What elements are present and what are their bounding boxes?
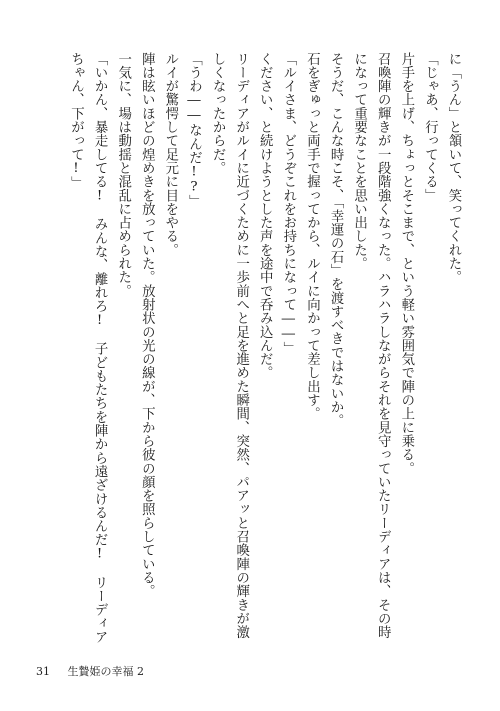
- text-line: 一気に、場は動揺と混乱に占められた。: [115, 52, 131, 298]
- text-line: ルイが驚愕して足元に目をやる。: [162, 52, 178, 257]
- text-line: 「ルイさま、どうぞこれをお持ちになって――」: [280, 52, 296, 356]
- text-line: 石をぎゅっと両手で握ってから、ルイに向かって差し出す。: [304, 52, 320, 421]
- text-line: リーディアがルイに近づくために一歩前へと足を進めた瞬間、突然、パアッと召喚陣の輝きが激: [233, 52, 249, 639]
- text-line: ちゃん、下がって!」: [68, 52, 84, 191]
- page-number: 31: [36, 665, 50, 678]
- page-footer: [36, 663, 144, 679]
- text-line: 「うわ――なんだ!?」: [186, 52, 202, 209]
- text-line: しくなったからだ。: [210, 52, 226, 175]
- text-line: 「いかん、暴走してる! みんな、離れろ! 子どもたちを陣から遠ざけるんだ! リーディア: [92, 52, 108, 644]
- text-line: 陣は眩いほどの煌めきを放っていた。放射状の光の線が、下から彼の顔を照らしている。: [139, 52, 155, 598]
- text-line: に「うん」と頷いて、笑ってくれた。: [446, 52, 461, 285]
- running-title: 生贄姫の幸福 2: [67, 665, 144, 678]
- text-line: 「じゃあ、行ってくる」: [422, 52, 438, 203]
- text-line: ください、と続けようとした声を途中で呑み込んだ。: [257, 52, 273, 380]
- text-line: そうだ、こんな時こそ、「幸運の石」を渡すべきではないか。: [328, 52, 344, 428]
- text-line: 片手を上げ、ちょっとそこまで、という軽い雰囲気で陣の上に乗る。: [398, 52, 414, 476]
- text-line: 召喚陣の輝きが一段階強くなった。ハラハラしながらそれを見守っていたリーディアは、その時: [375, 52, 391, 639]
- vertical-text-body: [32, 52, 465, 644]
- text-line: になって重要なことを思い出した。: [351, 52, 367, 271]
